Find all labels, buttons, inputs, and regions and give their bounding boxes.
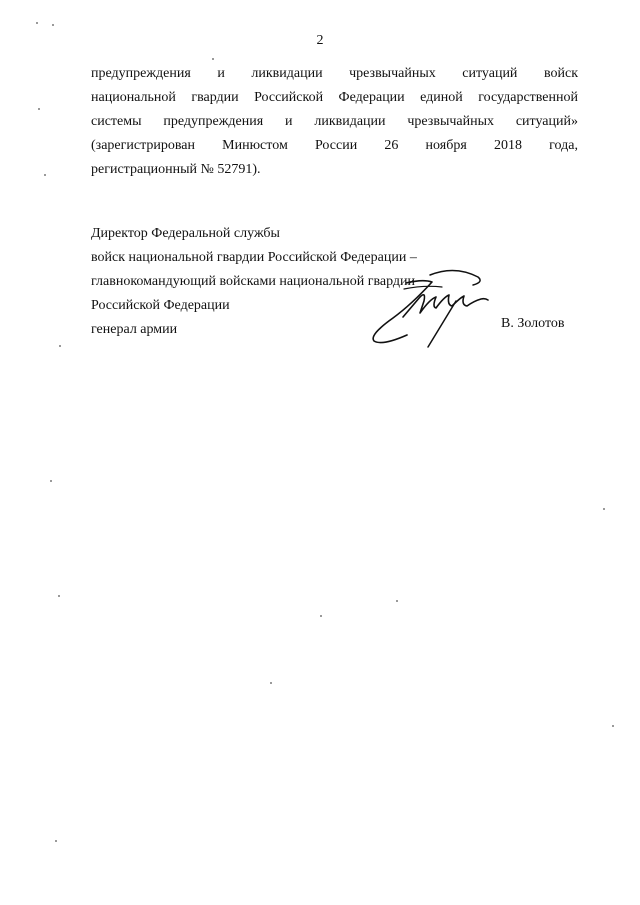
body-line: предупреждения и ликвидации чрезвычайных ситуаций войск: [91, 66, 578, 81]
signatory-title-line: войск национальной гвардии Российской Федерации –: [91, 250, 417, 265]
body-paragraph: [91, 62, 578, 182]
body-line: системы предупреждения и ликвидации чрезвычайных ситуаций»: [91, 114, 578, 129]
signatory-title-line: Директор Федеральной службы: [91, 226, 280, 241]
signatory-title-line: Российской Федерации: [91, 298, 230, 313]
scan-speck: [50, 480, 52, 482]
page-number: 2: [316, 33, 324, 48]
scan-speck: [212, 58, 214, 60]
scan-speck: [52, 24, 54, 26]
body-line: регистрационный № 52791).: [91, 162, 261, 177]
scan-speck: [44, 174, 46, 176]
scan-speck: [612, 725, 614, 727]
signatory-name: В. Золотов: [501, 316, 565, 331]
scan-speck: [36, 22, 38, 24]
scan-speck: [58, 595, 60, 597]
signatory-rank: генерал армии: [91, 322, 178, 337]
scan-speck: [55, 840, 57, 842]
scan-speck: [320, 615, 322, 617]
body-line: (зарегистрирован Минюстом России 26 ноября 2018 года,: [91, 138, 578, 153]
body-line: национальной гвардии Российской Федерации единой государственной: [91, 90, 578, 105]
scan-speck: [270, 682, 272, 684]
scan-speck: [603, 508, 605, 510]
scan-speck: [396, 600, 398, 602]
handwritten-signature: [360, 255, 500, 355]
scan-speck: [59, 345, 61, 347]
signatory-title-line: главнокомандующий войсками национальной гвардии: [91, 274, 416, 289]
scan-speck: [38, 108, 40, 110]
